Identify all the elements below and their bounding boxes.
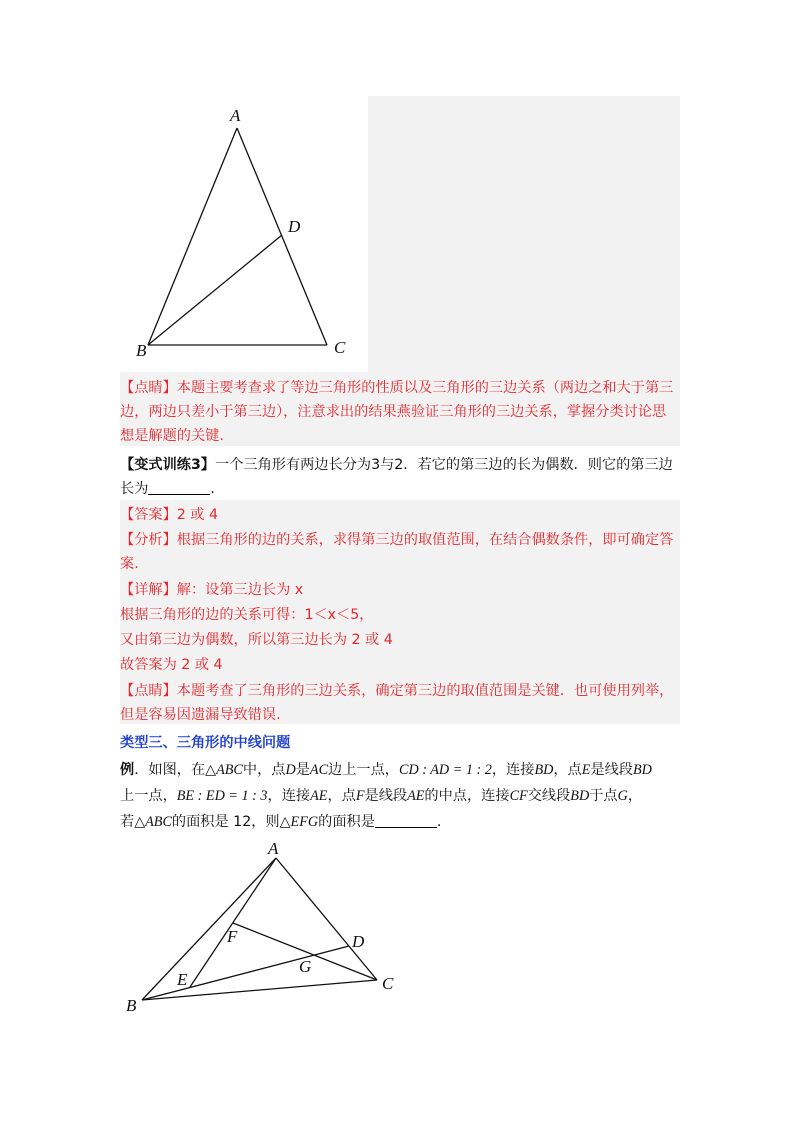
analysis-tag: 【分析】	[120, 532, 177, 548]
example-tag: 例	[120, 762, 135, 778]
triangle-figure-2	[120, 838, 420, 1018]
answer-tag: 【答案】	[120, 507, 177, 523]
label-F: F	[227, 927, 238, 946]
label-A: A	[230, 106, 241, 125]
analysis-line1: 【分析】根据三角形的边的关系，求得第三边的取值范围，在结合偶数条件，即可确定答	[120, 532, 674, 548]
label-B2: B	[126, 996, 137, 1015]
answer-blank-2	[375, 813, 437, 828]
detail-line1: 【详解】解：设第三边长为 x	[120, 582, 304, 598]
dianjing1-tag: 【点睛】	[120, 380, 177, 396]
bianshi-line1: 【变式训练3】一个三角形有两边长分为3与2．若它的第三边的长为偶数．则它的第三边	[120, 457, 673, 473]
dianjing2-line2: 但是容易因遗漏导致错误.	[120, 707, 281, 723]
label-G: G	[299, 957, 312, 976]
detail-line3: 又由第三边为偶数，所以第三边长为 2 或 4	[120, 632, 393, 648]
dianjing2-tag: 【点睛】	[120, 683, 177, 699]
example-line2: 上一点，BE : ED = 1 : 3，连接AE，点F是线段AE的中点，连接CF交线段BD于点G，	[120, 788, 643, 804]
detail-line4: 故答案为 2 或 4	[120, 657, 223, 673]
example-line3: 若△ABC的面积是 12，则△EFG的面积是 .	[120, 814, 442, 830]
label-C2: C	[382, 974, 394, 993]
label-C: C	[334, 338, 346, 357]
answer-line: 【答案】2 或 4	[120, 507, 219, 523]
example-line1: 例．如图，在△ABC中，点D是AC边上一点，CD : AD = 1 : 2，连接BD，点E是线段BD	[120, 762, 652, 778]
triangle-figure-1	[120, 96, 368, 372]
label-B: B	[136, 341, 147, 360]
dianjing2-line1: 【点睛】本题考查了三角形的三边关系，确定第三边的取值范围是关键．也可使用列举，	[120, 683, 674, 699]
bianshi-line2: 长为 .	[120, 481, 215, 497]
dianjing1-line1: 【点睛】本题主要考查求了等边三角形的性质以及三角形的三边关系（两边之和大于第三	[120, 380, 674, 396]
detail-line2: 根据三角形的边的关系可得：1＜x＜5，	[120, 607, 374, 623]
label-A2: A	[268, 839, 279, 858]
detail-tag: 【详解】	[120, 582, 177, 598]
label-E: E	[177, 970, 188, 989]
bianshi-tag: 【变式训练3】	[120, 457, 215, 473]
analysis-line2: 案.	[120, 556, 139, 572]
dianjing1-line3: 想是解题的关键.	[120, 428, 224, 444]
shaded-figure-panel	[368, 96, 680, 372]
answer-blank-1	[148, 480, 210, 495]
label-D2: D	[352, 932, 365, 951]
label-D: D	[288, 217, 301, 236]
dianjing1-line2: 边，两边只差小于第三边），注意求出的结果燕验证三角形的三边关系，掌握分类讨论思	[120, 404, 667, 420]
section-title: 类型三、三角形的中线问题	[120, 735, 291, 751]
